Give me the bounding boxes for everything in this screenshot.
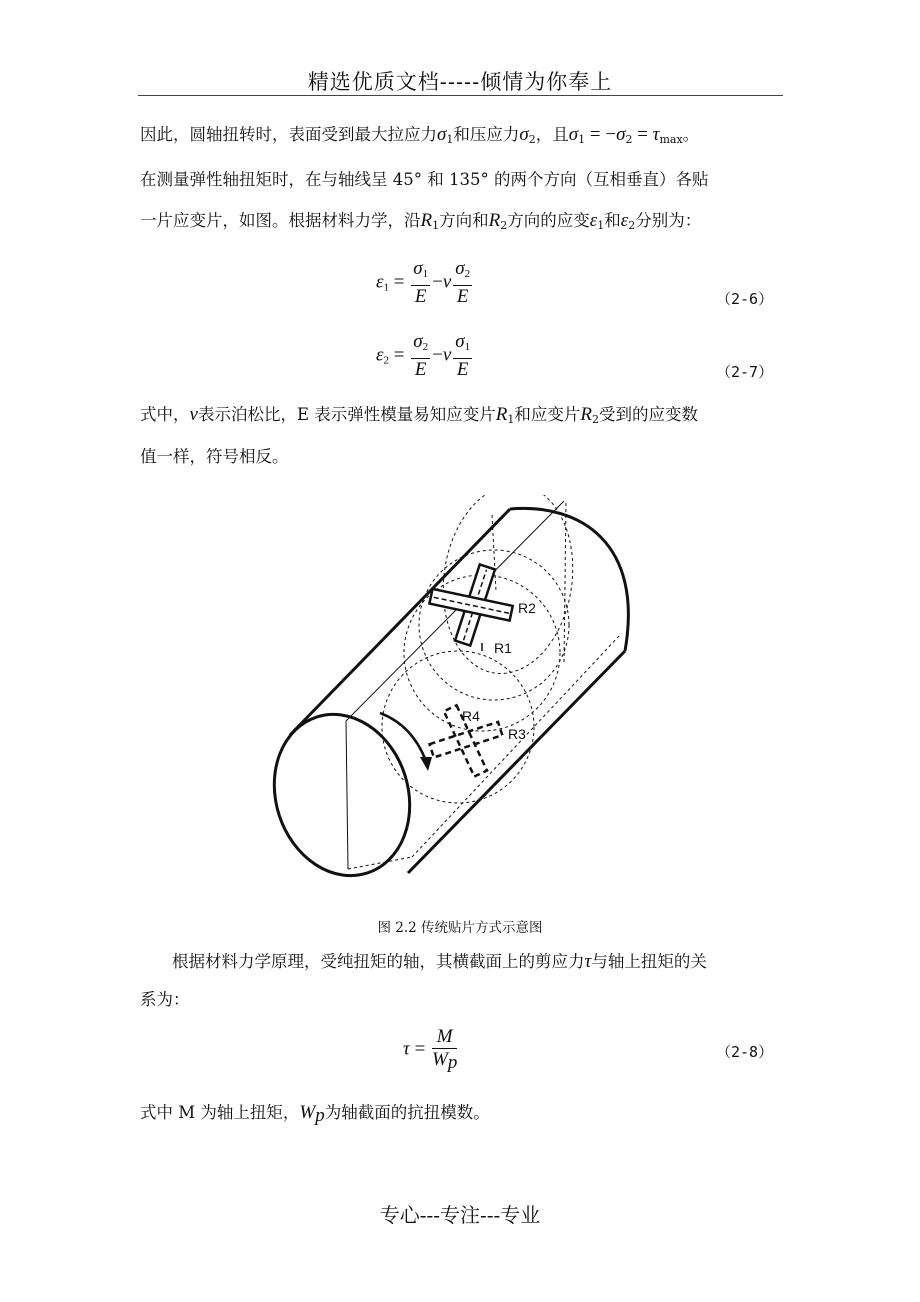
epsilon-symbol: ε	[589, 210, 598, 231]
eq-eq: =	[632, 124, 653, 145]
sub: 1	[446, 133, 454, 146]
sub: p	[315, 1105, 325, 1126]
nu-symbol: ν	[189, 404, 198, 425]
denominator: E	[456, 359, 469, 380]
fraction	[411, 331, 430, 381]
paragraph-measurement-line1: 在测量弹性轴扭矩时，在与轴线呈 45° 和 135° 的两个方向（互相垂直）各贴	[140, 170, 709, 189]
paragraph-max-stress	[140, 125, 780, 150]
p2-text-a: 一片应变片，如图。根据材料力学，沿	[140, 211, 421, 230]
equation-2-6	[376, 258, 474, 308]
sigma-symbol: σ	[519, 124, 529, 145]
numerator: σ	[413, 331, 423, 352]
tau-symbol: τ	[584, 951, 592, 972]
paragraph-measurement-line2	[140, 211, 780, 236]
numerator: σ	[455, 258, 465, 279]
eq-sign: =	[393, 344, 405, 366]
sub: 2	[625, 133, 633, 146]
equation-number-2-7: （2-7）	[716, 363, 774, 381]
p1-text-a: 因此，圆轴扭转时，表面受到最大拉应力	[140, 125, 437, 144]
numerator: σ	[455, 331, 465, 352]
nu-symbol: ν	[442, 271, 452, 293]
nu-symbol: ν	[442, 344, 452, 366]
tau-symbol: τ	[652, 124, 660, 145]
p3-text-a: 式中，	[140, 405, 190, 424]
sub: 1	[597, 219, 605, 232]
paragraph-shear-stress-line1	[172, 952, 812, 972]
denominator: W	[432, 1049, 448, 1070]
p2-text-e: 分别为：	[635, 211, 702, 230]
header-divider	[138, 95, 783, 96]
eq-mid: = −	[585, 124, 617, 145]
epsilon-symbol: ε	[620, 210, 629, 231]
denominator: E	[414, 359, 427, 380]
label-r2: R2	[518, 600, 536, 616]
p1-text-c: ，且	[535, 125, 569, 144]
r-symbol: R	[580, 404, 592, 425]
sub: 2	[422, 341, 429, 353]
paragraph-torsion-modulus	[140, 1103, 780, 1126]
label-r3: R3	[508, 726, 526, 742]
sigma-symbol: σ	[568, 124, 579, 145]
numerator: σ	[413, 258, 423, 279]
paragraph-poisson-line2: 值一样，符号相反。	[140, 447, 289, 466]
sub: p	[447, 1052, 458, 1073]
label-r1: R1	[494, 640, 512, 656]
p5-text-b: 为轴截面的抗扭模数。	[324, 1103, 490, 1122]
surface-line	[564, 503, 566, 663]
torque-arrow-head	[420, 757, 432, 771]
fraction	[411, 258, 430, 308]
p3-text-b: 表示泊松比，E 表示弹性模量易知应变片	[197, 405, 496, 424]
eq-lhs: ε	[376, 344, 384, 366]
page-header-title: 精选优质文档-----倾情为你奉上	[307, 70, 613, 94]
strain-gauge-figure	[260, 495, 660, 895]
surface-line	[412, 635, 620, 857]
p4-text-a: 根据材料力学原理，受纯扭矩的轴，其横截面上的剪应力	[172, 952, 585, 971]
minus: −	[432, 271, 443, 293]
sub: 1	[507, 413, 515, 426]
p2-text-d: 和	[604, 211, 621, 230]
paragraph-poisson-line1	[140, 405, 780, 430]
denominator: E	[414, 286, 427, 307]
p5-text-a: 式中 M 为轴上扭矩，	[140, 1103, 300, 1122]
sub: 1	[422, 268, 429, 280]
sub: 1	[432, 219, 440, 232]
equation-2-8	[403, 1026, 459, 1074]
minus: −	[432, 344, 443, 366]
cylinder-bottom-edge	[408, 651, 625, 873]
fraction	[453, 258, 472, 308]
front-end-ellipse	[260, 697, 430, 894]
eq-lhs: τ	[403, 1038, 410, 1060]
sub: 2	[464, 268, 471, 280]
equation-number-2-8: （2-8）	[716, 1043, 774, 1061]
front-end-chord	[346, 721, 348, 869]
sigma-symbol: σ	[437, 124, 447, 145]
eq-sign: =	[414, 1038, 426, 1060]
page-footer: 专心---专注---专业	[379, 1203, 541, 1227]
sub: 2	[500, 219, 508, 232]
figure-caption: 图 2.2 传统贴片方式示意图	[377, 920, 543, 936]
r-symbol: R	[420, 210, 433, 231]
sub: 2	[383, 354, 389, 367]
fraction	[453, 331, 472, 381]
p1-text-b: 和压应力	[453, 125, 520, 144]
paragraph-shear-stress-line2: 系为：	[140, 990, 190, 1009]
sub: 2	[591, 413, 599, 426]
equation-number-2-6: （2-6）	[716, 290, 774, 308]
sub: 2	[528, 133, 536, 146]
p2-text-b: 方向和	[439, 211, 489, 230]
p1-text-d: 。	[682, 125, 700, 144]
p2-text-c: 方向的应变	[507, 211, 590, 230]
back-end-visible-arc	[510, 508, 628, 651]
w-symbol: W	[299, 1102, 316, 1123]
denominator: E	[456, 286, 469, 307]
sub: 2	[628, 219, 636, 232]
eq-sign: =	[393, 271, 405, 293]
eq-lhs: ε	[376, 271, 384, 293]
sigma-symbol: σ	[616, 124, 626, 145]
fraction	[432, 1026, 457, 1074]
p4-text-b: 与轴上扭矩的关	[591, 952, 707, 971]
sub: 1	[578, 133, 586, 146]
r-symbol: R	[495, 404, 508, 425]
p3-text-d: 受到的应变数	[598, 405, 698, 424]
sub: 1	[383, 281, 389, 294]
p3-text-c: 和应变片	[514, 405, 581, 424]
sub: 1	[464, 341, 471, 353]
label-r4: R4	[462, 708, 480, 724]
sub-max: max	[659, 133, 683, 146]
numerator: M	[432, 1026, 457, 1049]
equation-2-7	[376, 331, 474, 381]
r-symbol: R	[488, 210, 501, 231]
